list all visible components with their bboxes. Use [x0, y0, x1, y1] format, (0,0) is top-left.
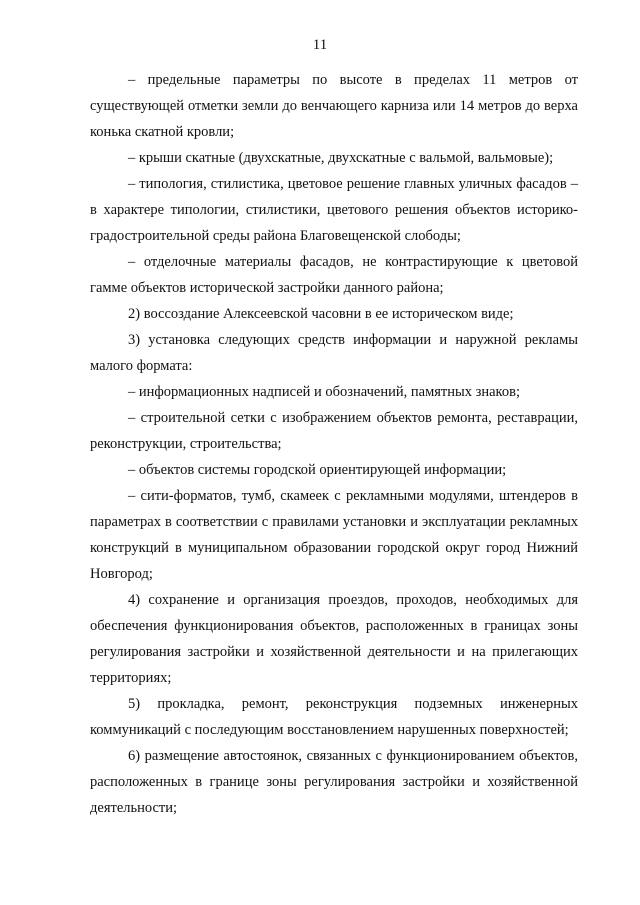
paragraph-informational-signs: – информационных надписей и обозначений, памятных знаков; — [128, 384, 520, 400]
paragraph-city-formats: – сити-форматов, тумб, скамеек с рекламными модулями, штендеров в параметрах в соответствии с правилами установки и эксплуатации рекламных конструкций в муниципальном образовании городской округ город Нижний Новгород; — [90, 488, 578, 582]
paragraph-passages: 4) сохранение и организация проездов, проходов, необходимых для обеспечения функционирования объектов, расположенных в границах зоны регулирования застройки и хозяйственной деятельности и на прилегающих территориях; — [90, 592, 578, 686]
paragraph-chapel-restoration: 2) воссоздание Алексеевской часовни в ее историческом виде; — [128, 306, 514, 322]
paragraph-utilities: 5) прокладка, ремонт, реконструкция подземных инженерных коммуникаций с последующим восстановлением нарушенных поверхностей; — [90, 696, 578, 738]
paragraph-roof-types: – крыши скатные (двухскатные, двухскатные с вальмой, вальмовые); — [128, 150, 554, 166]
paragraph-advertising-installation: 3) установка следующих средств информации и наружной рекламы малого формата: — [90, 332, 578, 374]
paragraph-construction-mesh: – строительной сетки с изображением объектов ремонта, реставрации, реконструкции, строительства; — [90, 410, 578, 452]
paragraph-height-limits: – предельные параметры по высоте в пределах 11 метров от существующей отметки земли до венчающего карниза или 14 метров до верха конька скатной кровли; — [90, 72, 578, 140]
paragraph-orientation-info: – объектов системы городской ориентирующей информации; — [128, 462, 507, 478]
paragraph-facade-typology: – типология, стилистика, цветовое решение главных уличных фасадов – в характере типологии, стилистики, цветового решения объектов историко-градостроительной среды района Благовещенской слободы; — [90, 176, 578, 244]
document-body — [90, 67, 578, 821]
page-number: 11 — [312, 37, 328, 53]
paragraph-parking: 6) размещение автостоянок, связанных с функционированием объектов, расположенных в границе зоны регулирования застройки и хозяйственной деятельности; — [90, 748, 578, 816]
paragraph-finishing-materials: – отделочные материалы фасадов, не контрастирующие к цветовой гамме объектов исторической застройки данного района; — [90, 254, 578, 296]
